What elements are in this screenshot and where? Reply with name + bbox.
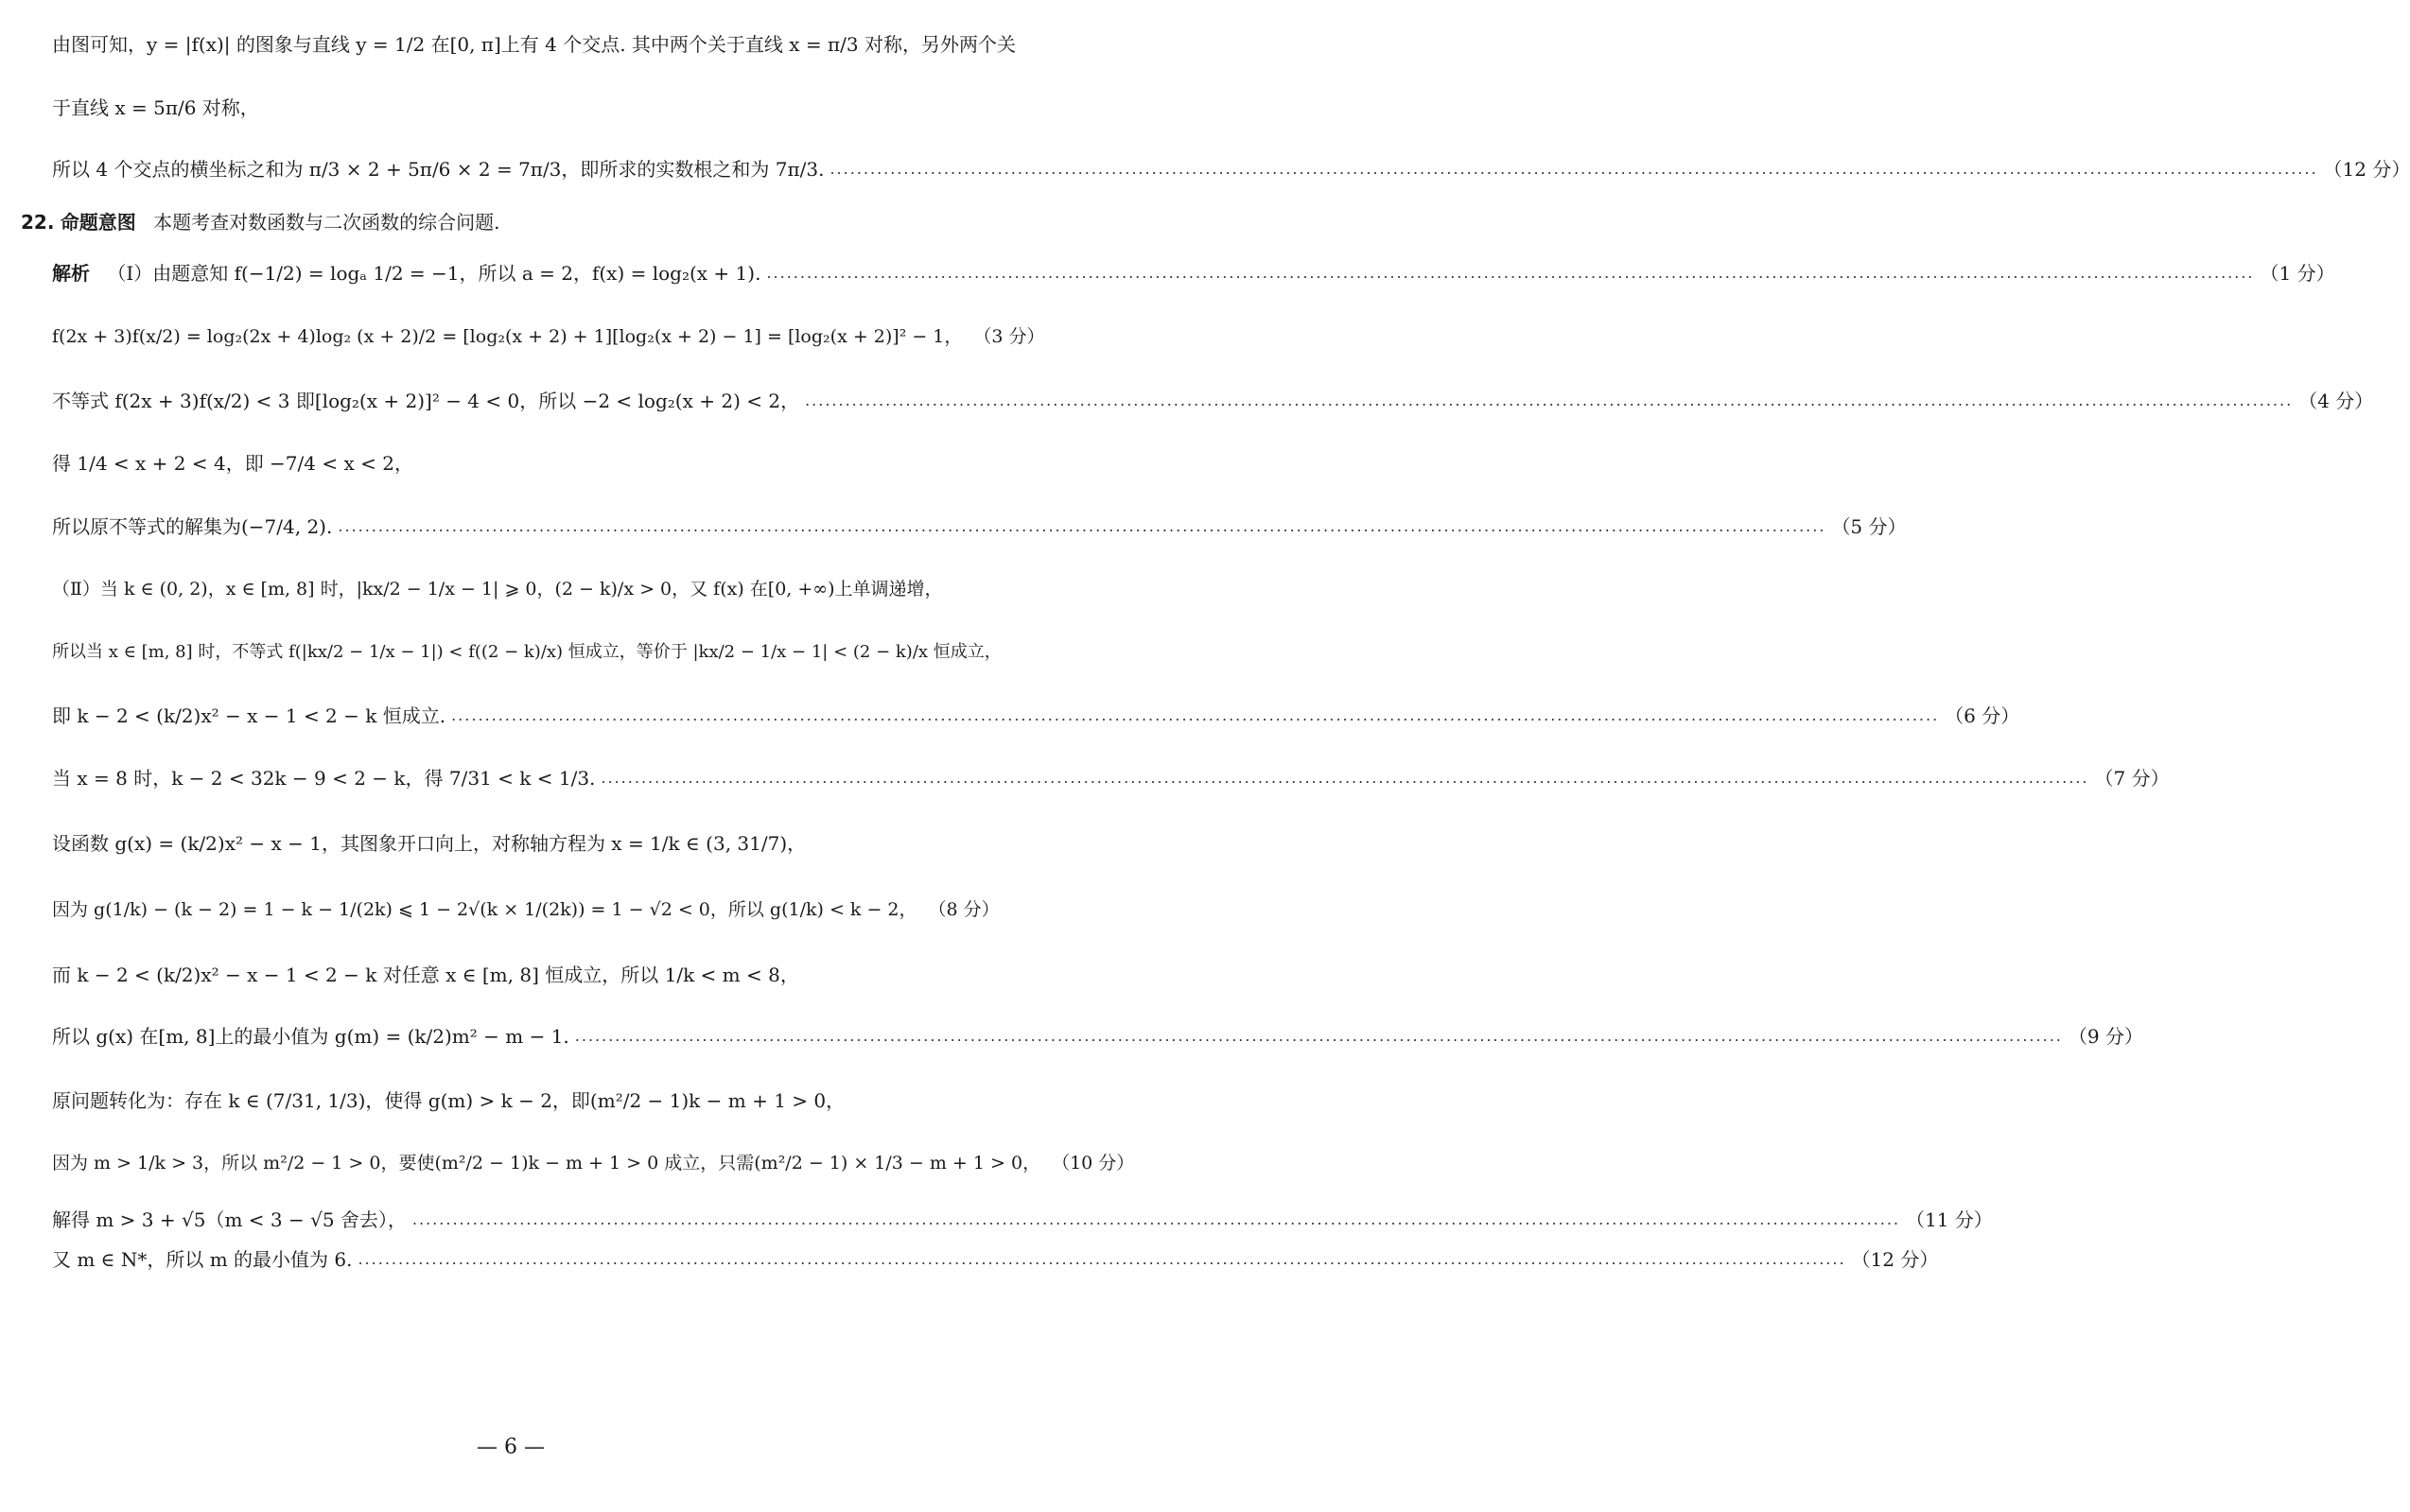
text-line	[52, 964, 799, 986]
line-text: 设函数 g(x) = (k/2)x² − x − 1，其图象开口向上，对称轴方程为 x = 1/k ∈ (3, 31/7)，	[52, 832, 807, 855]
score-label: （8 分）	[928, 899, 1000, 920]
score-label: （4 分）	[2298, 390, 2374, 412]
scored-line	[52, 158, 2410, 181]
text-line	[52, 33, 1016, 56]
scored-line	[52, 1208, 1993, 1231]
score-label: （10 分）	[1052, 1153, 1135, 1173]
line-text: 所以当 x ∈ [m, 8] 时，不等式 f(|kx/2 − 1/x − 1|) < f((2 − k)/x) 恒成立，等价于 |kx/2 − 1/x − 1| < (2 − k)/x 恒成立，	[52, 642, 1002, 662]
scored-line	[52, 1153, 1135, 1174]
scored-line	[52, 899, 1000, 921]
leader-dots	[805, 391, 2293, 409]
line-text: 即 k − 2 < (k/2)x² − x − 1 < 2 − k 恒成立.	[52, 704, 446, 727]
text-line	[52, 96, 259, 119]
heading-label: 命题意图	[60, 211, 136, 234]
analysis-label: 解析	[52, 262, 90, 285]
line-text: 因为 g(1/k) − (k − 2) = 1 − k − 1/(2k) ⩽ 1 − 2√(k × 1/(2k)) = 1 − √2 < 0，所以 g(1/k) < k − 2，	[52, 899, 917, 920]
leader-dots	[575, 1027, 2063, 1045]
line-text: f(2x + 3)f(x/2) = log₂(2x + 4)log₂ (x + 2)/2 = [log₂(x + 2) + 1][log₂(x + 2) − 1] = [log₂(x + 2)]² − 1，	[52, 326, 963, 347]
scored-line	[52, 515, 1907, 538]
scored-line	[52, 1025, 2143, 1048]
line-text: 解得 m > 3 + √5（m < 3 − √5 舍去），	[52, 1208, 407, 1231]
scored-line	[52, 767, 2170, 790]
question-heading	[21, 211, 500, 234]
line-text: 原问题转化为：存在 k ∈ (7/31, 1/3)，使得 g(m) > k − 2，即(m²/2 − 1)k − m + 1 > 0，	[52, 1089, 846, 1112]
leader-dots	[358, 1250, 1845, 1268]
line-text: 由图可知，y = |f(x)| 的图象与直线 y = 1/2 在[0, π]上有 4 个交点. 其中两个关于直线 x = π/3 对称，另外两个关	[52, 33, 1016, 56]
score-label: （6 分）	[1945, 704, 2020, 727]
leader-dots	[601, 769, 2088, 787]
scored-line	[52, 1248, 1939, 1271]
line-text: 因为 m > 1/k > 3，所以 m²/2 − 1 > 0，要使(m²/2 − 1)k − m + 1 > 0 成立，只需(m²/2 − 1) × 1/3 − m + 1 > 0，	[52, 1153, 1041, 1173]
line-text: 本题考查对数函数与二次函数的综合问题.	[153, 211, 500, 234]
text-line	[52, 832, 806, 855]
line-text: 当 x = 8 时，k − 2 < 32k − 9 < 2 − k，得 7/31 < k < 1/3.	[52, 767, 596, 790]
score-label: （9 分）	[2068, 1025, 2143, 1048]
scored-line	[52, 704, 2020, 727]
leader-dots	[830, 160, 2317, 178]
page-number: — 6 —	[477, 1435, 545, 1459]
line-text: 而 k − 2 < (k/2)x² − x − 1 < 2 − k 对任意 x ∈ [m, 8] 恒成立，所以 1/k < m < 8，	[52, 964, 799, 986]
line-text: （Ⅰ）由题意知 f(−1/2) = logₐ 1/2 = −1，所以 a = 2，f(x) = log₂(x + 1).	[107, 262, 761, 285]
line-text: 又 m ∈ N*，所以 m 的最小值为 6.	[52, 1248, 353, 1271]
score-label: （3 分）	[973, 326, 1045, 347]
leader-dots	[412, 1210, 1900, 1228]
leader-dots	[766, 264, 2254, 282]
line-text: 得 1/4 < x + 2 < 4，即 −7/4 < x < 2，	[52, 452, 413, 475]
score-label: （5 分）	[1831, 515, 1907, 538]
leader-dots	[451, 706, 1939, 724]
line-text: 所以 g(x) 在[m, 8]上的最小值为 g(m) = (k/2)m² − m − 1.	[52, 1025, 569, 1048]
text-line	[52, 452, 413, 475]
scored-line	[52, 326, 1045, 348]
line-text: （Ⅱ）当 k ∈ (0, 2)，x ∈ [m, 8] 时，|kx/2 − 1/x − 1| ⩾ 0，(2 − k)/x > 0，又 f(x) 在[0, +∞)上单调递增，	[52, 579, 943, 600]
score-label: （12 分）	[2323, 158, 2410, 181]
text-line	[52, 579, 943, 600]
text-line	[52, 642, 1002, 663]
line-text: 不等式 f(2x + 3)f(x/2) < 3 即[log₂(x + 2)]² − 4 < 0，所以 −2 < log₂(x + 2) < 2，	[52, 390, 800, 412]
score-label: （11 分）	[1906, 1208, 1993, 1231]
score-label: （7 分）	[2094, 767, 2170, 790]
question-number: 22.	[21, 211, 55, 234]
line-text: 所以原不等式的解集为(−7/4, 2).	[52, 515, 333, 538]
leader-dots	[338, 517, 1825, 535]
line-text: 所以 4 个交点的横坐标之和为 π/3 × 2 + 5π/6 × 2 = 7π/3，即所求的实数根之和为 7π/3.	[52, 158, 825, 181]
analysis-line	[52, 262, 760, 285]
score-label: （12 分）	[1851, 1248, 1939, 1271]
scored-line	[52, 262, 2335, 285]
text-line	[52, 1089, 845, 1112]
score-label: （1 分）	[2260, 262, 2335, 285]
scored-line	[52, 390, 2374, 412]
line-text: 于直线 x = 5π/6 对称，	[52, 96, 259, 119]
